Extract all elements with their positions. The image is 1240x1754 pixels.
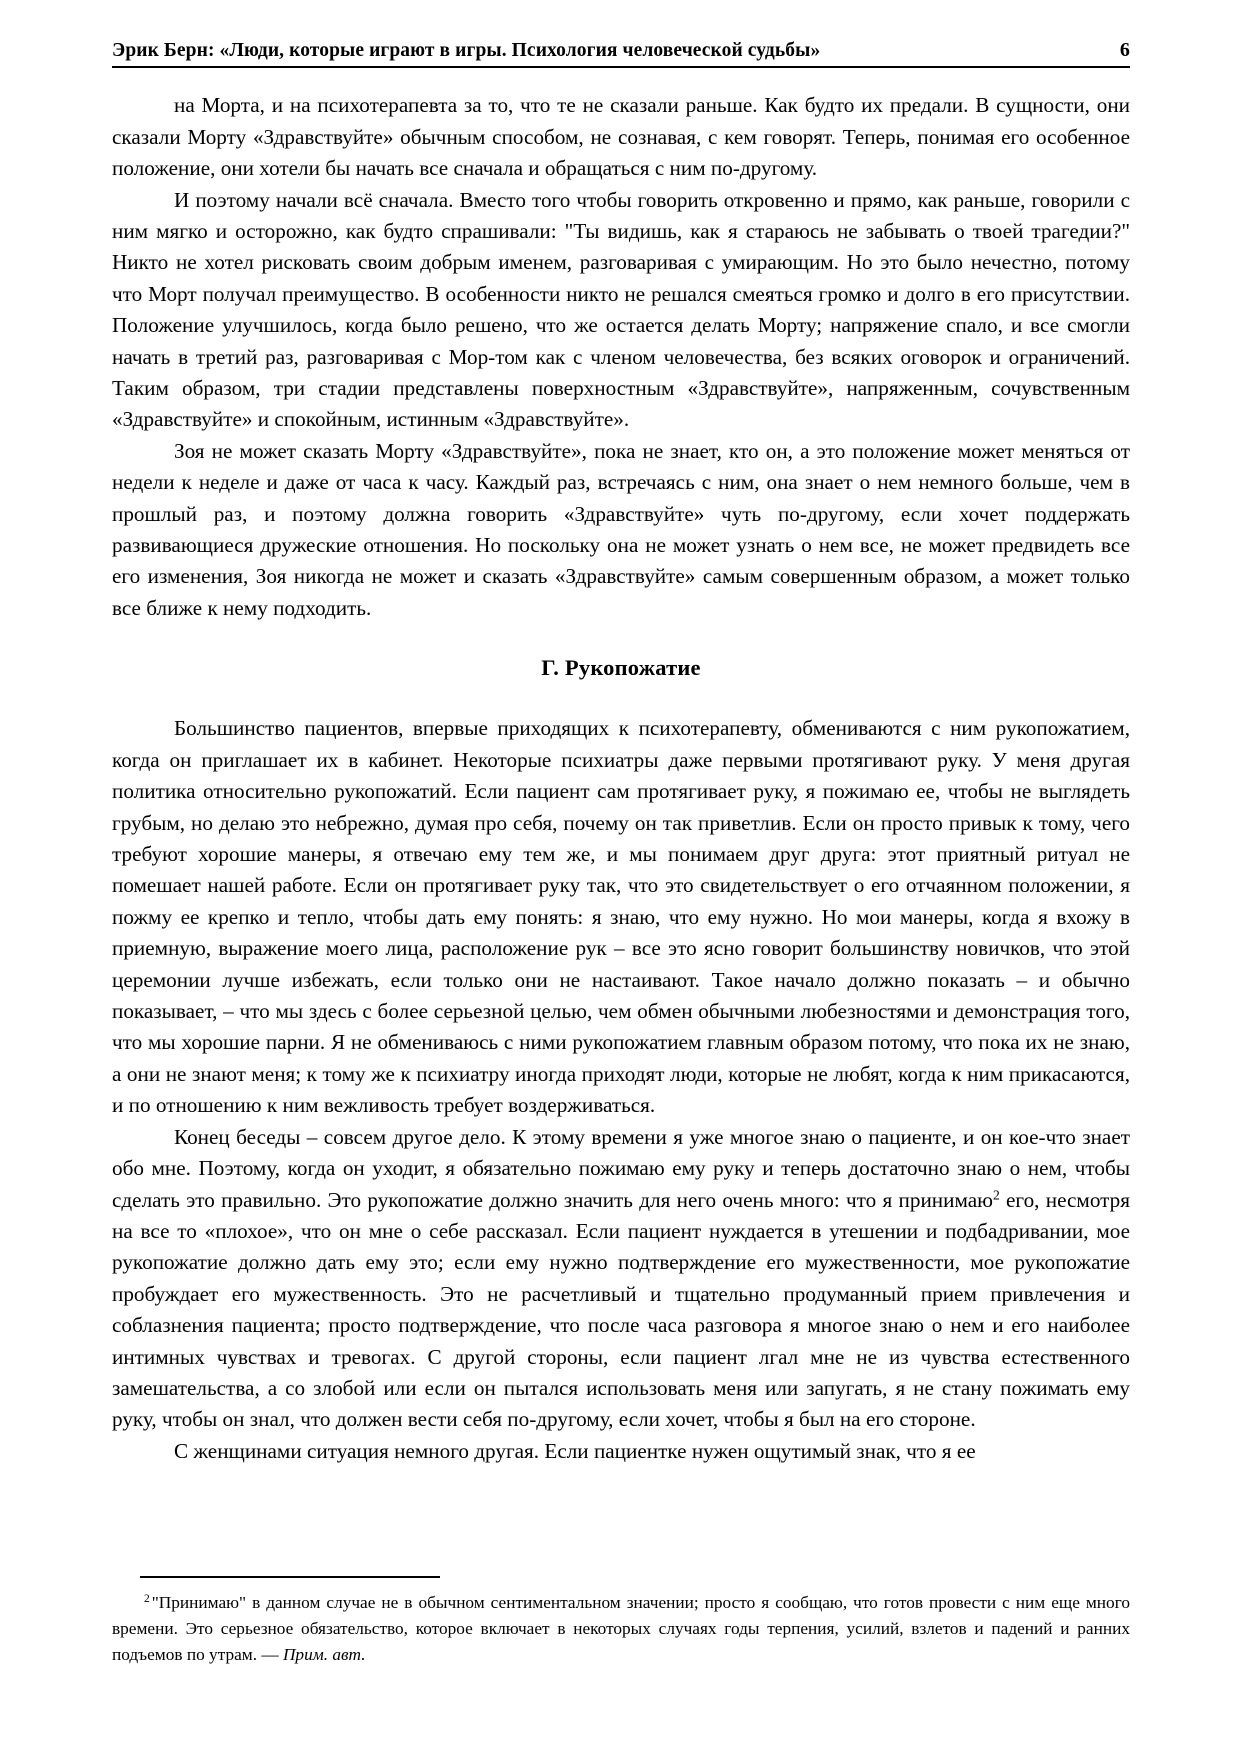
footnote-number: 2 [144, 1592, 150, 1605]
page-number: 6 [1119, 39, 1130, 61]
footnote-body-text: "Принимаю" в данном случае не в обычном сентиментальном значении; просто я сообщаю, что готов провести с ним еще много времени. Это серьезное обязательство, которое включает в некоторых случаях годы терпения, усилий, взлетов и падений и ранних подъемов по утрам. — [112, 1593, 1130, 1664]
running-header-title: Эрик Берн: «Люди, которые играют в игры. Психология человеческой судьбы» [112, 40, 821, 61]
footnote-block [112, 1590, 1130, 1668]
paragraph: И поэтому начали всё сначала. Вместо того чтобы говорить откровенно и прямо, как раньше, говорили с ним мягко и осторожно, как будто спрашивали: "Ты видишь, как я стараюсь не забывать о твоей трагедии?" Никто не хотел рисковать своим добрым именем, разговаривая с умирающим. Но это было нечестно, потому что Морт получал преимущество. В особенности никто не решался смеяться громко и долго в его присутствии. Положение улучшилось, когда было решено, что же остается делать Морту; напряжение спало, и все смогли начать в третий раз, разговаривая с Мор-том как с членом человечества, без всяких оговорок и ограничений. Таким образом, три стадии представлены поверхностным «Здравствуйте», напряженным, сочувственным «Здравствуйте» и спокойным, истинным «Здравствуйте». [112, 187, 1130, 432]
page-content-column [112, 38, 1130, 1467]
paragraph: Зоя не может сказать Морту «Здравствуйте», пока не знает, кто он, а это положение может меняться от недели к неделе и даже от часа к часу. Каждый раз, встречаясь с ним, она знает о нем немного больше, чем в прошлый раз, и поэтому должна говорить «Здравствуйте» чуть по-другому, если хочет поддержать развивающиеся дружеские отношения. Но поскольку она не может узнать о нем все, не может предвидеть все его изменения, Зоя никогда не может и сказать «Здравствуйте» самым совершенным образом, а может только все ближе к нему подходить. [112, 438, 1130, 620]
paragraph: на Морта, и на психотерапевта за то, что те не сказали раньше. Как будто их предали. В сущности, они сказали Морту «Здравствуйте» обычным способом, не сознавая, с кем говорят. Теперь, понимая его особенное положение, они хотели бы начать все сначала и обращаться с ним по-другому. [112, 93, 1130, 181]
paragraph-text-after-footnote: его, несмотря на все то «плохое», что он мне о себе рассказал. Если пациент нуждается в утешении и подбадривании, мое рукопожатие должно дать ему это; если ему нужно подтверждение его мужественности, мое рукопожатие пробуждает его мужественность. Это не расчетливый и тщательно продуманный прием привлечения и соблазнения пациента; просто подтверждение, что после часа разговора я многое знаю о нем и его наиболее интимных чувствах и тревогах. С другой стороны, если пациент лгал мне не из чувства естественного замешательства, а со злобой или если он пытался использовать меня или запугать, я не стану пожимать ему руку, чтобы он знал, что должен вести себя по-другому, если хочет, чтобы я был на его стороне. [112, 1187, 1131, 1432]
body-text-section [112, 713, 1130, 1467]
paragraph-with-footnote-reference [112, 1122, 1130, 1436]
section-heading: Г. Рукопожатие [541, 655, 701, 681]
paragraph-text-before-footnote: Конец беседы – совсем другое дело. К этому времени я уже многое знаю о пациенте, и он кое-что знает обо мне. Поэтому, когда он уходит, я обязательно пожимаю ему руку и теперь достаточно знаю о нем, чтобы сделать это правильно. Это рукопожатие должно значить для него очень много: что я принимаю [112, 1124, 1130, 1212]
footnote-paragraph [112, 1590, 1130, 1668]
footnote-attribution: Прим. авт. [282, 1645, 366, 1664]
footnote-area [112, 1576, 1130, 1668]
paragraph: С женщинами ситуация немного другая. Если пациентке нужен ощутимый знак, что я ее [174, 1438, 976, 1463]
footnote-reference-marker[interactable]: 2 [992, 1187, 1000, 1203]
footnote-separator-rule [140, 1576, 440, 1578]
body-text-top [112, 90, 1130, 624]
running-header [112, 38, 1130, 68]
paragraph: Большинство пациентов, впервые приходящих к психотерапевту, обмениваются с ним рукопожатием, когда он приглашает их в кабинет. Некоторые психиатры даже первыми протягивают руку. У меня другая политика относительно рукопожатий. Если пациент сам протягивает руку, я пожимаю ее, чтобы не выглядеть грубым, но делаю это небрежно, думая про себя, почему он так приветлив. Если он просто привык к тому, чего требуют хорошие манеры, я отвечаю ему тем же, и мы понимаем друг друга: этот приятный ритуал не помешает нашей работе. Если он протягивает руку так, что это свидетельствует о его отчаянном положении, я пожму ее крепко и тепло, чтобы дать ему понять: я знаю, что ему нужно. Но мои манеры, когда я вхожу в приемную, выражение моего лица, расположение рук – все это ясно говорит большинству новичков, что этой церемонии лучше избежать, если только они не настаивают. Такое начало должно показать – и обычно показывает, – что мы здесь с более серьезной целью, чем обмен обычными любезностями и демонстрация того, что мы хорошие парни. Я не обмениваюсь с ними рукопожатием главным образом потому, что пока их не знаю, а они не знают меня; к тому же к психиатру иногда приходят люди, которые не любят, когда к ним прикасаются, и по отношению к ним вежливость требует воздерживаться. [112, 716, 1130, 1118]
